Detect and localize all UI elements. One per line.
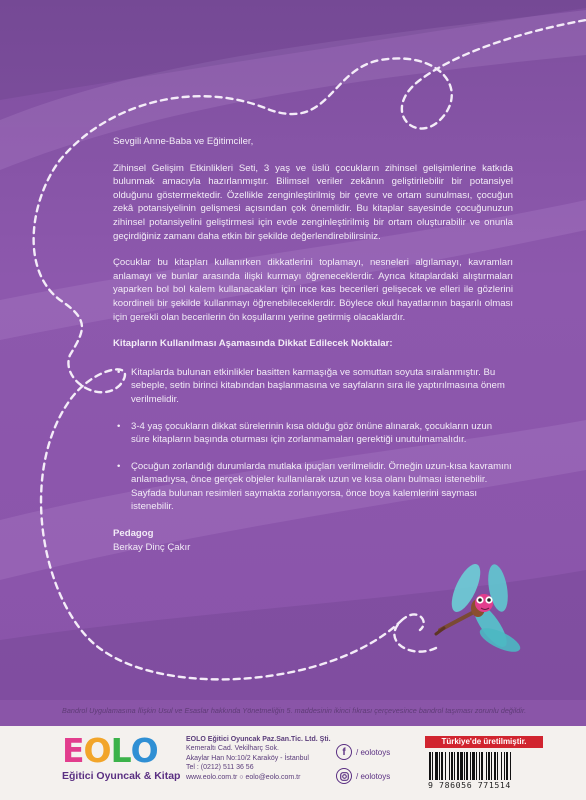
instagram-icon xyxy=(336,768,352,784)
letter-paragraph-2: Çocuklar bu kitapları kullanırken dikkatlerini toplamayı, nesneleri algılamayı, kavramları anlamayı ve bunlar arasında ilişki kurmayı öğreneceklerdir. Ayrıca kitaplardaki alıştırmaları yaparken bol bol kalem kullanacakları için ince kas becerileri gelişecek ve elleri ile gözlerini koordineli bir şekilde kullanmayı öğrenebileceklerdir. Böylece okul hayatlarının başarılı olması için gerekli olan becerilerin ön koşullarını yerine getirmiş olacaklardır. xyxy=(113,257,513,323)
logo-letters xyxy=(62,731,182,770)
barcode-bar xyxy=(476,752,477,780)
company-name: EOLO Eğitici Oyuncak Paz.San.Tic. Ltd. Şti. xyxy=(186,736,331,743)
guidance-item-3: • Çocuğun zorlandığı durumlarda mutlaka ipuçları verilmelidir. Örneğin uzun-kısa kavramını anlamadıysa, önce gerçek objeler kullanılarak uzun ve kısa olanı bulması istenebilir. Sayfada bulunan resimleri saymakta zorlanıyorsa, önce boya kalemlerini sayması istenebilir. xyxy=(131,460,513,514)
barcode-bar xyxy=(429,752,431,780)
instagram-handle: / eolotoys xyxy=(356,771,391,781)
instagram-link[interactable] xyxy=(336,768,390,784)
barcode-bar xyxy=(466,752,468,780)
logo-letter: L xyxy=(110,731,131,770)
made-in-turkey-badge: Türkiye'de üretilmiştir. xyxy=(425,736,543,748)
barcode-bar xyxy=(506,752,508,780)
barcode-bar xyxy=(464,752,465,780)
barcode-bar xyxy=(491,752,492,780)
phone-number: Tel : (0212) 511 36 56 xyxy=(186,764,254,772)
banderole-notice: Bandrol Uygulamasına İlişkin Usul ve Esaslar hakkında Yönetmeliğin 5. maddesinin ikinci fıkrası çerçevesince bandrol taşıması zorunlu değildir. xyxy=(62,706,527,715)
barcode-bar xyxy=(457,752,459,780)
address-line-1: Kemeraltı Cad. Vekilharç Sok. xyxy=(186,745,279,753)
barcode-bar xyxy=(504,752,505,780)
address-line-2: Akaylar Han No:10/2 Karaköy - İstanbul xyxy=(186,754,309,762)
barcode-bar xyxy=(488,752,490,780)
guidance-item-1: • Kitaplarda bulunan etkinlikler basitten karmaşığa ve somuttan soyuta sıralanmıştır. Bu sebeple, setin birinci kitabından başlanmasına ve sayfaların sıra ile yaptırılmasına önem verilmelidir. xyxy=(131,366,513,407)
guidance-list xyxy=(113,366,513,514)
barcode-number: 9 786056 771514 xyxy=(428,780,511,790)
barcode-bar xyxy=(439,752,440,780)
barcode-bar xyxy=(470,752,471,780)
facebook-icon: f xyxy=(336,744,352,760)
barcode-bar xyxy=(460,752,463,780)
facebook-handle: / eolotoys xyxy=(356,747,391,757)
barcode-bar xyxy=(451,752,453,780)
barcode-bar xyxy=(494,752,496,780)
letter-greeting: Sevgili Anne-Baba ve Eğitimciler, xyxy=(113,136,254,147)
barcode-bar xyxy=(497,752,498,780)
barcode-bar xyxy=(435,752,438,780)
barcode-bar xyxy=(472,752,475,780)
guidance-item-2: • 3-4 yaş çocukların dikkat sürelerinin kısa olduğu göz önüne alınarak, çocukların uzun süre kitapların başında oturması için zorlanmamaları gerektiği unutulmamalıdır. xyxy=(131,420,513,447)
barcode-bar xyxy=(445,752,446,780)
letter-body xyxy=(113,135,513,554)
signature-name: Berkay Dinç Çakır xyxy=(113,541,191,553)
logo-letter: O xyxy=(83,731,111,770)
company-info xyxy=(186,735,336,782)
barcode-bar xyxy=(486,752,487,780)
section-title: Kitapların Kullanılması Aşamasında Dikkat Edilecek Noktalar: xyxy=(113,338,393,350)
barcode-bar xyxy=(454,752,455,780)
signature-role: Pedagog xyxy=(113,528,154,540)
letter-paragraph-1: Zihinsel Gelişim Etkinlikleri Seti, 3 yaş ve üslü çocukların zihinsel gelişimlerine katkıda bulunmak amacıyla hazırlanmıştır. Bilimsel veriler zekânın geliştirilebilir bir potansiyel olduğunu göstermektedir. Özellikle zenginleştirilmiş bir çevre ve ortam sunulması, çocuğun zekâ potansiyelinin gelişmesi açısından çok önemlidir. Bu kitaplar sayesinde çocuğunuzun zihinsel potansiyelini geliştirmesi için evde zenginleştirilmiş bir ortam oluşturabilir ve onunla geçirdiğiniz zamanı daha etkin bir şekilde değerlendirebilirsiniz. xyxy=(113,162,513,242)
barcode-bar xyxy=(441,752,443,780)
logo-tagline: Eğitici Oyuncak & Kitap xyxy=(62,770,181,782)
barcode-bar xyxy=(481,752,483,780)
social-links xyxy=(336,744,390,792)
barcode-bar xyxy=(510,752,511,780)
barcode-bar xyxy=(449,752,450,780)
isbn-barcode xyxy=(428,752,546,780)
barcode-bar xyxy=(432,752,433,780)
facebook-link[interactable] xyxy=(336,744,390,760)
barcode-bar xyxy=(479,752,480,780)
logo-letter: E xyxy=(62,731,84,770)
logo-letter: O xyxy=(130,731,158,770)
web-and-email: www.eolo.com.tr ○ eolo@eolo.com.tr xyxy=(186,773,301,781)
eolo-logo xyxy=(62,731,182,786)
barcode-bar xyxy=(501,752,502,780)
